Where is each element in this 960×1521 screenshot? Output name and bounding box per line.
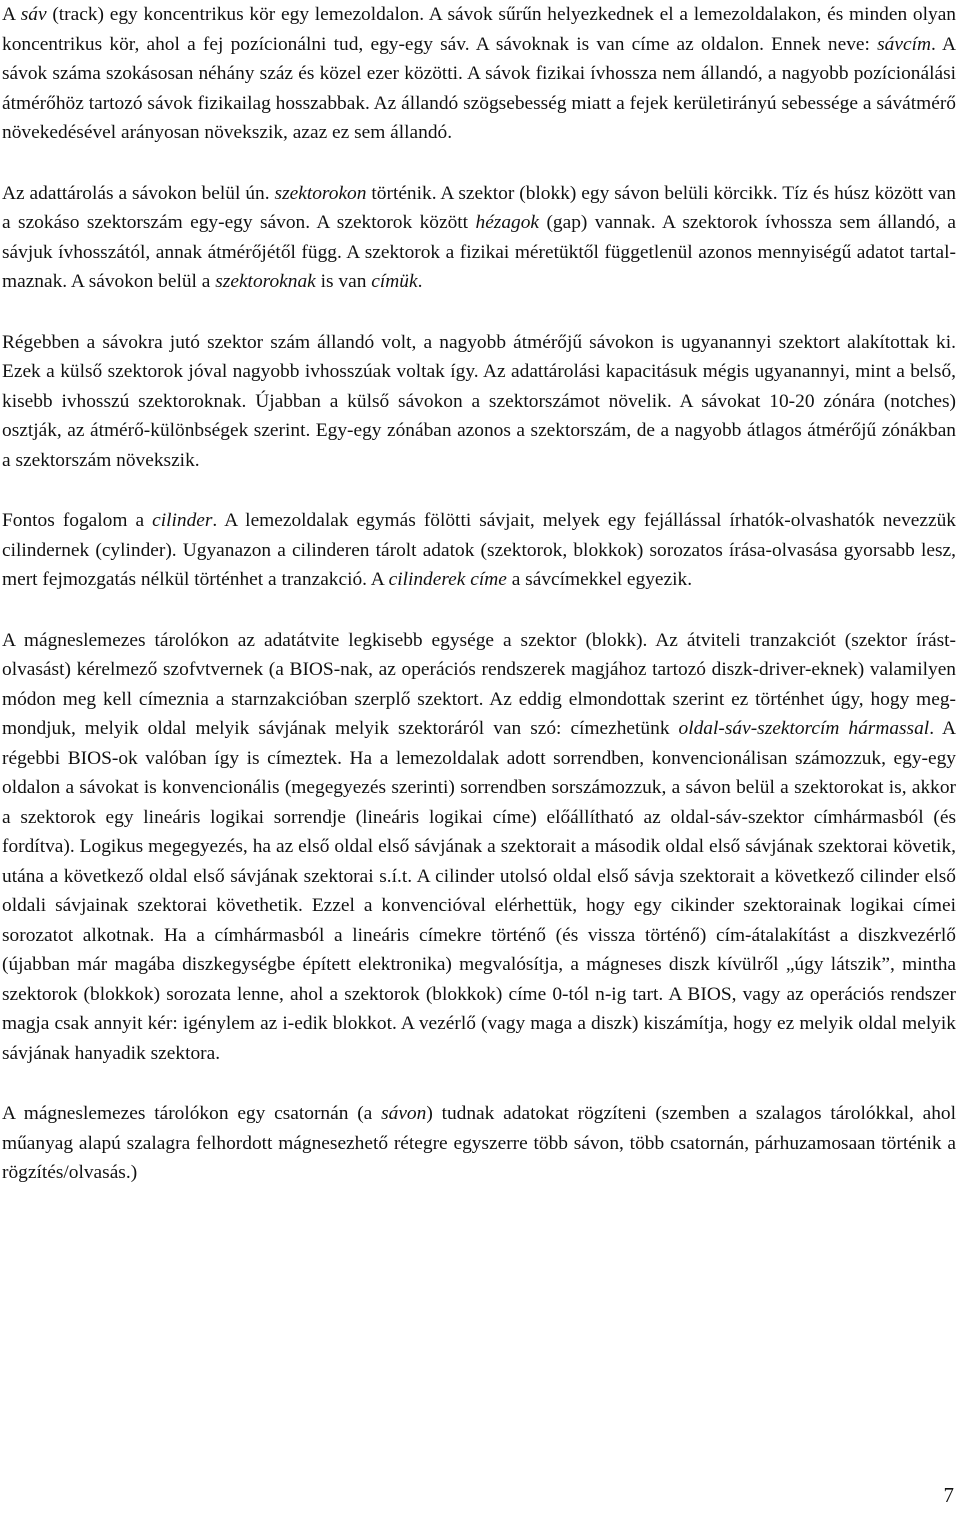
text-run: Régebben a sávokra jutó szektor szám állandó volt, a nagyobb átmérőjű sávokon is ugyanannyi szektort alakítottak ki. Ezek a külső szektorok jóval nagyobb ivhosszúak voltak így. Az adattárolási kapacitásuk mégis ugyanannyi, mint a belső, kisebb ivhosszú szektoroknak. Újabban a külső sávokon a szektorszámot növelik. A sávokat 10-20 zónára (notches) osztják, az átmérő-különbségek szerint. Egy-egy zónában azonos a szektorszám, de a nagyobb átlagos átmérőjű zónákban a szektorszám növekszik. (2, 331, 956, 471)
italic-term: sáv (20, 4, 47, 25)
paragraph-track (2, 0, 956, 148)
document-page (2, 0, 956, 1188)
page-number: 7 (943, 1483, 954, 1507)
text-run: . A sávok száma szokásosan néhány száz és közel ezer közötti. A sávok fizikai ívhossza nem állandó, a nagyobb pozícionálási átmérőhöz tartozó sávok fizikailag hosszabbak. Az állandó szögsebesség miatt a fejek kerületirányú sebessége a sávátmérő növekedésével arányosan növekszik, azaz ez sem állandó. (2, 33, 956, 143)
text-run: . A lemezoldalak egymás fölötti sávjait, melyek egy fejállással írhatók-olvashatók nevezzük cilindernek (cylinder). Ugyanazon a cilinderen tárolt adatok (szektorok, blokkok) sorozatos írása-olvasása gyorsabb lesz, mert fejmozgatás nélkül történhet a tranzakció. A (2, 510, 957, 590)
text-run: történik. A szektor (blokk) egy sávon belüli körcikk. Tíz és húsz között van a szokáso szektorszám egy-egy sávon. A szektorok között (2, 182, 956, 233)
text-run: A mágneslemezes tárolókon az adatátvite legkisebb egysége a szektor (blokk). Az átviteli tranzakciót (szektor írást-olvasást) kérelmező szofvtvernek (a BIOS-nak, az operációs rendszerek magjához tartozó diszk-driver-eknek) valamilyen módon meg kell címeznia a starnzakcióban szerplő szektort. Az eddig elmondottak szerint ez történhet úgy, hogy megmondjuk, melyik oldal melyik sávjának melyik szektoráról van szó: címezhetünk (2, 629, 956, 739)
italic-term: sávon (381, 1103, 427, 1124)
paragraph-channel (2, 1099, 956, 1188)
paragraph-zones (2, 328, 956, 476)
italic-term: címük (371, 271, 418, 292)
text-run: . (417, 271, 423, 292)
text-run: Fontos fogalom a (2, 510, 153, 531)
italic-term: szektorokon (274, 182, 367, 204)
italic-term: sávcím (877, 33, 931, 55)
paragraph-sector (2, 179, 956, 297)
text-run: A mágneslemezes tárolókon egy csatornán (a (2, 1103, 382, 1124)
italic-term: oldal-sáv-szektorcím hármassal (678, 718, 930, 739)
italic-term: szektoroknak (215, 271, 316, 292)
text-run: a sávcímekkel egyezik. (506, 569, 693, 590)
text-run: Az adattárolás a sávokon belül ún. (2, 182, 275, 204)
paragraph-cylinder (2, 506, 956, 595)
text-run: (gap) vannak. A szektorok ívhossza sem állandó, a sávjuk ívhosszától, annak átmérőjétől függ. A szektorok a fizikai méretüktől függetlenül azonos mennyiségű adatot tartalmaznak. A sávokon belül a (2, 212, 956, 292)
italic-term: cilinderek címe (388, 569, 507, 590)
italic-term: cilinder (152, 510, 213, 531)
text-run: ) tudnak adatokat rögzíteni (szemben a szalagos tárolókkal, ahol műanyag alapú szalagra felhordott mágnesezhető rétegre egyszerre több sávon, több csatornán, párhuzamosaan történik a rögzítés/olvasás.) (2, 1103, 956, 1183)
text-run: . A régebbi BIOS-ok valóban így is címeztek. Ha a lemezoldalak adott sorrendben, konvencionálisan számozzuk, egy-egy oldalon a sávokat is konvencionális (megegyezés szerinti) sorrendben sorszámozzuk, a sávon belül a szektorokat is, akkor a szektorok egy lineáris logikai sorrendje (lineáris logikai címe) előállítható az oldal-sáv-szektor címhármasból (és fordítva). Logikus megegyezés, ha az első oldal első sávjának a szektorait a második oldal első sávjának szektorai követik, utána a következő oldal első sávjának szektorai s.í.t. A cilinder utolsó oldal első sávja szektorait a következő cilinder első oldali sávjainak szektorai követhetik. Ezzel a konvencióval elérhettük, hogy egy cikinder szektorainak logikai címei sorozatot alkotnak. Ha a címhármasból a lineáris címekre történő (és vissza történő) cím-átalakítást a diszkvezérlő (újabban már magába diszkegységbe épített elektronika) megvalósítja, a mágneses diszk kívülről „úgy látszik”, mintha szektorok (blokkok) sorozata lenne, ahol a szektorok (blokkok) címe 0-tól n-ig tart. A BIOS, vagy az operációs rendszer magja csak annyit kér: igénylem az i-edik blokkot. A vezérlő (vagy maga a diszk) kiszámítja, hogy ez melyik oldal melyik sávjának hanyadik szektora. (2, 718, 956, 1064)
text-run: (track) egy koncentrikus kör egy lemezoldalon. A sávok sűrűn helyezkednek el a lemezoldalakon, és minden olyan koncentrikus kör, ahol a fej pozícionálni tud, egy-egy sáv. A sávoknak is van címe az oldalon. Ennek neve: (2, 4, 957, 55)
paragraph-addressing (2, 626, 956, 1069)
italic-term: hézagok (475, 212, 540, 233)
text-run: is van (315, 271, 372, 292)
text-run: A (2, 4, 21, 25)
